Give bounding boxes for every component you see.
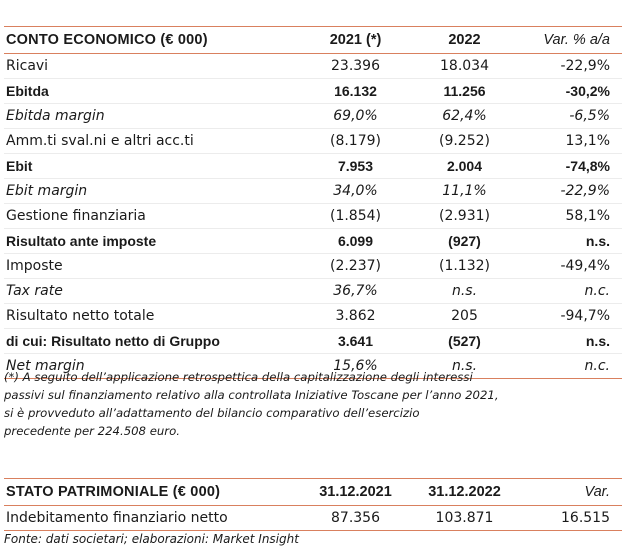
- table-row: [4, 304, 622, 329]
- footnote-line: passivi sul finanziamento relativo alla controllata Iniziative Toscane per l’anno 2021,: [4, 388, 499, 402]
- value-variation: -22,9%: [516, 54, 622, 79]
- row-label: Net margin: [4, 354, 298, 379]
- header-label: STATO PATRIMONIALE (€ 000): [4, 479, 298, 506]
- footnote-line: (*) A seguito dell’applicazione retrospettica della capitalizzazione degli interessi: [4, 370, 473, 384]
- value-2021: (2.237): [298, 254, 413, 279]
- value-2021: 34,0%: [298, 179, 413, 204]
- row-label: Risultato ante imposte: [4, 229, 298, 254]
- table-row: [4, 104, 622, 129]
- header-label: CONTO ECONOMICO (€ 000): [4, 27, 298, 54]
- value-2022: (1.132): [413, 254, 516, 279]
- income-statement-table: [4, 26, 622, 379]
- table-row: [4, 506, 622, 531]
- value-variation: 16.515: [516, 506, 622, 531]
- value-2022: n.s.: [413, 354, 516, 379]
- value-2022: n.s.: [413, 279, 516, 304]
- value-variation: 13,1%: [516, 129, 622, 154]
- value-2022: 103.871: [413, 506, 516, 531]
- value-variation: n.s.: [516, 329, 622, 354]
- value-2021: 6.099: [298, 229, 413, 254]
- value-variation: -22,9%: [516, 179, 622, 204]
- value-2021: 23.396: [298, 54, 413, 79]
- value-2022: (2.931): [413, 204, 516, 229]
- header-col-2022: 2022: [413, 27, 516, 54]
- balance-sheet-header: [4, 479, 622, 506]
- value-2021: 16.132: [298, 79, 413, 104]
- value-variation: -94,7%: [516, 304, 622, 329]
- value-2022: 18.034: [413, 54, 516, 79]
- row-label: Imposte: [4, 254, 298, 279]
- row-label: Ebit margin: [4, 179, 298, 204]
- value-2022: 2.004: [413, 154, 516, 179]
- value-2022: 62,4%: [413, 104, 516, 129]
- value-variation: -30,2%: [516, 79, 622, 104]
- value-2021: 69,0%: [298, 104, 413, 129]
- row-label: Gestione finanziaria: [4, 204, 298, 229]
- row-label: Amm.ti sval.ni e altri acc.ti: [4, 129, 298, 154]
- value-2021: 36,7%: [298, 279, 413, 304]
- table-row: [4, 79, 622, 104]
- table-row: [4, 129, 622, 154]
- value-variation: n.c.: [516, 279, 622, 304]
- footnote-line: si è provveduto all’adattamento del bilancio comparativo dell’esercizio: [4, 406, 420, 420]
- value-2022: 11.256: [413, 79, 516, 104]
- value-2021: (1.854): [298, 204, 413, 229]
- value-variation: -6,5%: [516, 104, 622, 129]
- value-2022: 11,1%: [413, 179, 516, 204]
- value-2022: (527): [413, 329, 516, 354]
- value-2022: (927): [413, 229, 516, 254]
- table-row: [4, 329, 622, 354]
- table-row: [4, 54, 622, 79]
- value-2021: 87.356: [298, 506, 413, 531]
- footnote: [4, 368, 618, 440]
- value-2021: 3.641: [298, 329, 413, 354]
- table-row: [4, 254, 622, 279]
- table-row: [4, 229, 622, 254]
- table-row: [4, 154, 622, 179]
- value-2021: (8.179): [298, 129, 413, 154]
- value-2022: (9.252): [413, 129, 516, 154]
- row-label: Indebitamento finanziario netto: [4, 506, 298, 531]
- income-statement-header: [4, 27, 622, 54]
- value-variation: n.s.: [516, 229, 622, 254]
- table-row: [4, 279, 622, 304]
- row-label: Ebitda margin: [4, 104, 298, 129]
- row-label: Ebitda: [4, 79, 298, 104]
- table-row: [4, 179, 622, 204]
- value-2021: 15,6%: [298, 354, 413, 379]
- value-variation: -49,4%: [516, 254, 622, 279]
- value-2021: 3.862: [298, 304, 413, 329]
- header-col-var: Var. % a/a: [516, 27, 622, 54]
- header-col-2021: 31.12.2021: [298, 479, 413, 506]
- balance-sheet-table: [4, 478, 622, 531]
- row-label: Risultato netto totale: [4, 304, 298, 329]
- source-note: Fonte: dati societari; elaborazioni: Market Insight: [4, 532, 299, 546]
- row-label: di cui: Risultato netto di Gruppo: [4, 329, 298, 354]
- value-variation: 58,1%: [516, 204, 622, 229]
- header-col-var: Var.: [516, 479, 622, 506]
- value-variation: n.c.: [516, 354, 622, 379]
- value-variation: -74,8%: [516, 154, 622, 179]
- header-col-2021: 2021 (*): [298, 27, 413, 54]
- header-col-2022: 31.12.2022: [413, 479, 516, 506]
- value-2021: 7.953: [298, 154, 413, 179]
- row-label: Ricavi: [4, 54, 298, 79]
- row-label: Ebit: [4, 154, 298, 179]
- footnote-line: precedente per 224.508 euro.: [4, 424, 180, 438]
- value-2022: 205: [413, 304, 516, 329]
- row-label: Tax rate: [4, 279, 298, 304]
- table-row: [4, 204, 622, 229]
